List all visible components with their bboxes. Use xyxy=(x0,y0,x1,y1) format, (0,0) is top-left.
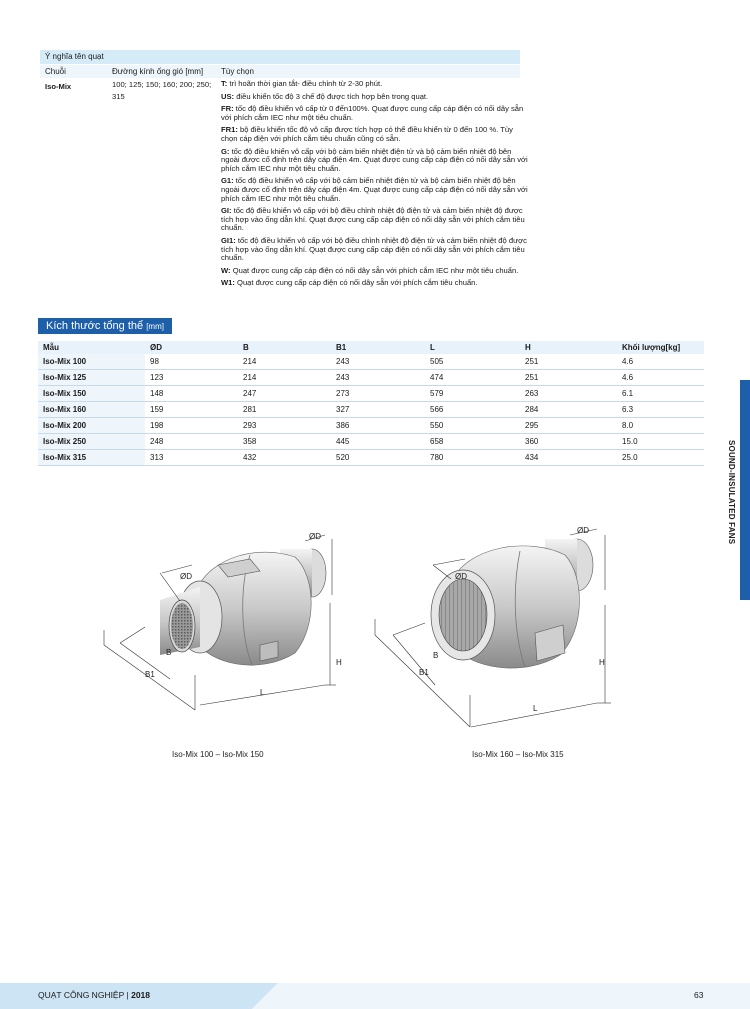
dimensions-title-bar xyxy=(38,318,172,334)
diameters-line-2: 315 xyxy=(112,92,125,101)
option-item xyxy=(221,267,531,276)
table-row xyxy=(38,370,704,386)
value-cell: 273 xyxy=(331,386,425,402)
header-options: Tùy chọn xyxy=(221,67,254,76)
label-od-right-rear: ØD xyxy=(577,526,589,535)
value-cell: 520 xyxy=(331,450,425,466)
caption-right: Iso-Mix 160 – Iso-Mix 315 xyxy=(472,750,564,759)
option-code: W: xyxy=(221,265,231,275)
option-item xyxy=(221,237,531,263)
label-h-left: H xyxy=(336,658,342,667)
table-row xyxy=(38,354,704,370)
table-row xyxy=(38,402,704,418)
option-code: FR1: xyxy=(221,125,238,135)
table-row xyxy=(38,434,704,450)
option-text: bộ điều khiển tốc độ vô cấp được tích hợp có thể điều khiển từ 0 đến 100 %. Tùy chọn cáp điện với phích cắm tiêu chuẩn cũng có sẵn. xyxy=(221,125,513,143)
option-item xyxy=(221,148,531,174)
value-cell: 247 xyxy=(238,386,331,402)
side-label-text: SOUND-INSULATED FANS xyxy=(727,440,736,545)
series-name: Iso-Mix xyxy=(45,82,72,91)
option-code: G1: xyxy=(221,176,234,186)
table-row xyxy=(38,418,704,434)
value-cell: 295 xyxy=(520,418,617,434)
name-meaning-header xyxy=(40,65,520,78)
value-cell: 123 xyxy=(145,370,238,386)
diameters-line-1: 100; 125; 150; 160; 200; 250; xyxy=(112,80,212,89)
option-text: tốc độ điều khiển vô cấp với bộ điều chỉnh nhiệt độ điện tử và cảm biến nhiệt độ được tích hợp vào ống dẫn khí. Quạt được cung cấp cáp điện có nối dây sẵn với phích cắm tiêu chuẩn. xyxy=(221,235,527,263)
model-cell: Iso-Mix 250 xyxy=(38,434,145,450)
label-b-left: B xyxy=(166,648,172,657)
option-item xyxy=(221,80,531,89)
value-cell: 263 xyxy=(520,386,617,402)
value-cell: 243 xyxy=(331,370,425,386)
model-cell: Iso-Mix 125 xyxy=(38,370,145,386)
name-meaning-title: Ý nghĩa tên quạt xyxy=(40,50,520,64)
table-row xyxy=(38,386,704,402)
value-cell: 327 xyxy=(331,402,425,418)
header-diameter: Đường kính ống gió [mm] xyxy=(112,67,204,76)
value-cell: 445 xyxy=(331,434,425,450)
value-cell: 474 xyxy=(425,370,520,386)
value-cell: 8.0 xyxy=(617,418,704,434)
option-text: tốc độ điều khiển vô cấp với bộ điều chỉnh nhiệt độ điện tử và cảm biến nhiệt độ được tích hợp vào ống dẫn khí. Quạt được cung cấp cáp điện có nối dây sẵn với phích cắm tiêu chuẩn. xyxy=(221,206,525,233)
value-cell: 284 xyxy=(520,402,617,418)
label-b-right: B xyxy=(433,651,439,660)
value-cell: 214 xyxy=(238,354,331,370)
col-h: H xyxy=(520,341,617,354)
fan-drawing-large xyxy=(365,515,625,730)
col-od: ØD xyxy=(145,341,238,354)
value-cell: 505 xyxy=(425,354,520,370)
footer-year: 2018 xyxy=(131,990,151,1000)
value-cell: 386 xyxy=(331,418,425,434)
value-cell: 25.0 xyxy=(617,450,704,466)
header-series: Chuỗi xyxy=(45,67,66,76)
value-cell: 98 xyxy=(145,354,238,370)
value-cell: 148 xyxy=(145,386,238,402)
caption-left: Iso-Mix 100 – Iso-Mix 150 xyxy=(172,750,264,759)
label-od-right: ØD xyxy=(455,572,467,581)
section-side-tab xyxy=(740,380,750,600)
label-b1-right: B1 xyxy=(419,668,429,677)
value-cell: 251 xyxy=(520,354,617,370)
value-cell: 248 xyxy=(145,434,238,450)
value-cell: 4.6 xyxy=(617,370,704,386)
label-od-left-rear: ØD xyxy=(309,532,321,541)
option-text: điều khiển tốc độ 3 chế độ được tích hợp bên trong quạt. xyxy=(236,91,429,101)
option-text: Quạt được cung cấp cáp điện có nối dây sẵn với phích cắm tiêu chuẩn. xyxy=(237,278,478,288)
model-cell: Iso-Mix 160 xyxy=(38,402,145,418)
model-cell: Iso-Mix 315 xyxy=(38,450,145,466)
page-number: 63 xyxy=(694,990,704,1000)
value-cell: 15.0 xyxy=(617,434,704,450)
value-cell: 198 xyxy=(145,418,238,434)
value-cell: 243 xyxy=(331,354,425,370)
option-item xyxy=(221,126,531,143)
option-code: GI: xyxy=(221,206,232,216)
option-item xyxy=(221,177,531,203)
fan-drawing-small xyxy=(100,515,360,730)
value-cell: 432 xyxy=(238,450,331,466)
option-item xyxy=(221,93,531,102)
dimensions-header-row xyxy=(38,341,704,354)
footer-separator: | xyxy=(126,990,129,1000)
value-cell: 658 xyxy=(425,434,520,450)
footer-text: QUẠT CÔNG NGHIỆP xyxy=(38,990,125,1000)
option-code: US: xyxy=(221,91,235,101)
col-b: B xyxy=(238,341,331,354)
name-meaning-table xyxy=(40,50,528,288)
side-label xyxy=(724,440,738,570)
label-od-left: ØD xyxy=(180,572,192,581)
label-b1-left: B1 xyxy=(145,670,155,679)
option-item xyxy=(221,279,531,288)
value-cell: 313 xyxy=(145,450,238,466)
value-cell: 579 xyxy=(425,386,520,402)
col-weight: Khối lượng[kg] xyxy=(617,341,704,354)
value-cell: 251 xyxy=(520,370,617,386)
model-cell: Iso-Mix 200 xyxy=(38,418,145,434)
model-cell: Iso-Mix 150 xyxy=(38,386,145,402)
option-text: tốc độ điều khiển vô cấp từ 0 đến100%. Quạt được cung cấp cáp điện có nối dây sẵn với phích cắm IEC như một tiêu chuẩn. xyxy=(221,104,524,122)
col-l: L xyxy=(425,341,520,354)
footer-title xyxy=(38,990,150,1000)
label-l-right: L xyxy=(533,704,538,713)
value-cell: 780 xyxy=(425,450,520,466)
label-h-right: H xyxy=(599,658,605,667)
option-text: tốc độ điều khiển vô cấp với bộ cảm biến nhiệt điện tử và bộ cảm biến nhiệt độ bên ngoài được cố định trên dây cáp điện 4m. Quạt được cung cấp cáp điện có nối dây sẵn với phích cắm IEC như một tiêu chuẩn. xyxy=(221,146,528,173)
option-item xyxy=(221,207,531,233)
option-code: W1: xyxy=(221,278,235,288)
dimensions-table xyxy=(38,341,704,466)
value-cell: 159 xyxy=(145,402,238,418)
value-cell: 358 xyxy=(238,434,331,450)
dimensions-unit: [mm] xyxy=(146,322,164,331)
option-text: tốc độ điều khiển vô cấp với bộ cảm biến nhiệt điện tử và bộ cảm biến nhiệt độ bên ngoài được cố định trên dây cáp điện 4m. Quạt được cung cấp cáp điện có nối dây sẵn với phích cắm IEC như một tiêu chuẩn. xyxy=(221,176,528,203)
value-cell: 566 xyxy=(425,402,520,418)
value-cell: 360 xyxy=(520,434,617,450)
option-text: trì hoãn thời gian tắt- điều chỉnh từ 2-30 phút. xyxy=(229,79,383,88)
option-code: FR: xyxy=(221,104,234,114)
value-cell: 550 xyxy=(425,418,520,434)
value-cell: 281 xyxy=(238,402,331,418)
options-list xyxy=(221,80,531,292)
option-code: T: xyxy=(221,79,228,88)
label-l-left: L xyxy=(260,688,265,697)
option-code: G: xyxy=(221,146,230,156)
option-code: GI1: xyxy=(221,235,236,245)
option-text: Quạt được cung cấp cáp điện có nối dây sẵn với phích cắm IEC như một tiêu chuẩn. xyxy=(232,265,519,275)
dimensions-title: Kích thước tổng thể xyxy=(46,320,144,332)
value-cell: 4.6 xyxy=(617,354,704,370)
value-cell: 6.3 xyxy=(617,402,704,418)
col-b1: B1 xyxy=(331,341,425,354)
table-row xyxy=(38,450,704,466)
value-cell: 293 xyxy=(238,418,331,434)
value-cell: 434 xyxy=(520,450,617,466)
model-cell: Iso-Mix 100 xyxy=(38,354,145,370)
diameters xyxy=(112,79,222,103)
option-item xyxy=(221,105,531,122)
value-cell: 214 xyxy=(238,370,331,386)
value-cell: 6.1 xyxy=(617,386,704,402)
col-model: Mẫu xyxy=(38,341,145,354)
